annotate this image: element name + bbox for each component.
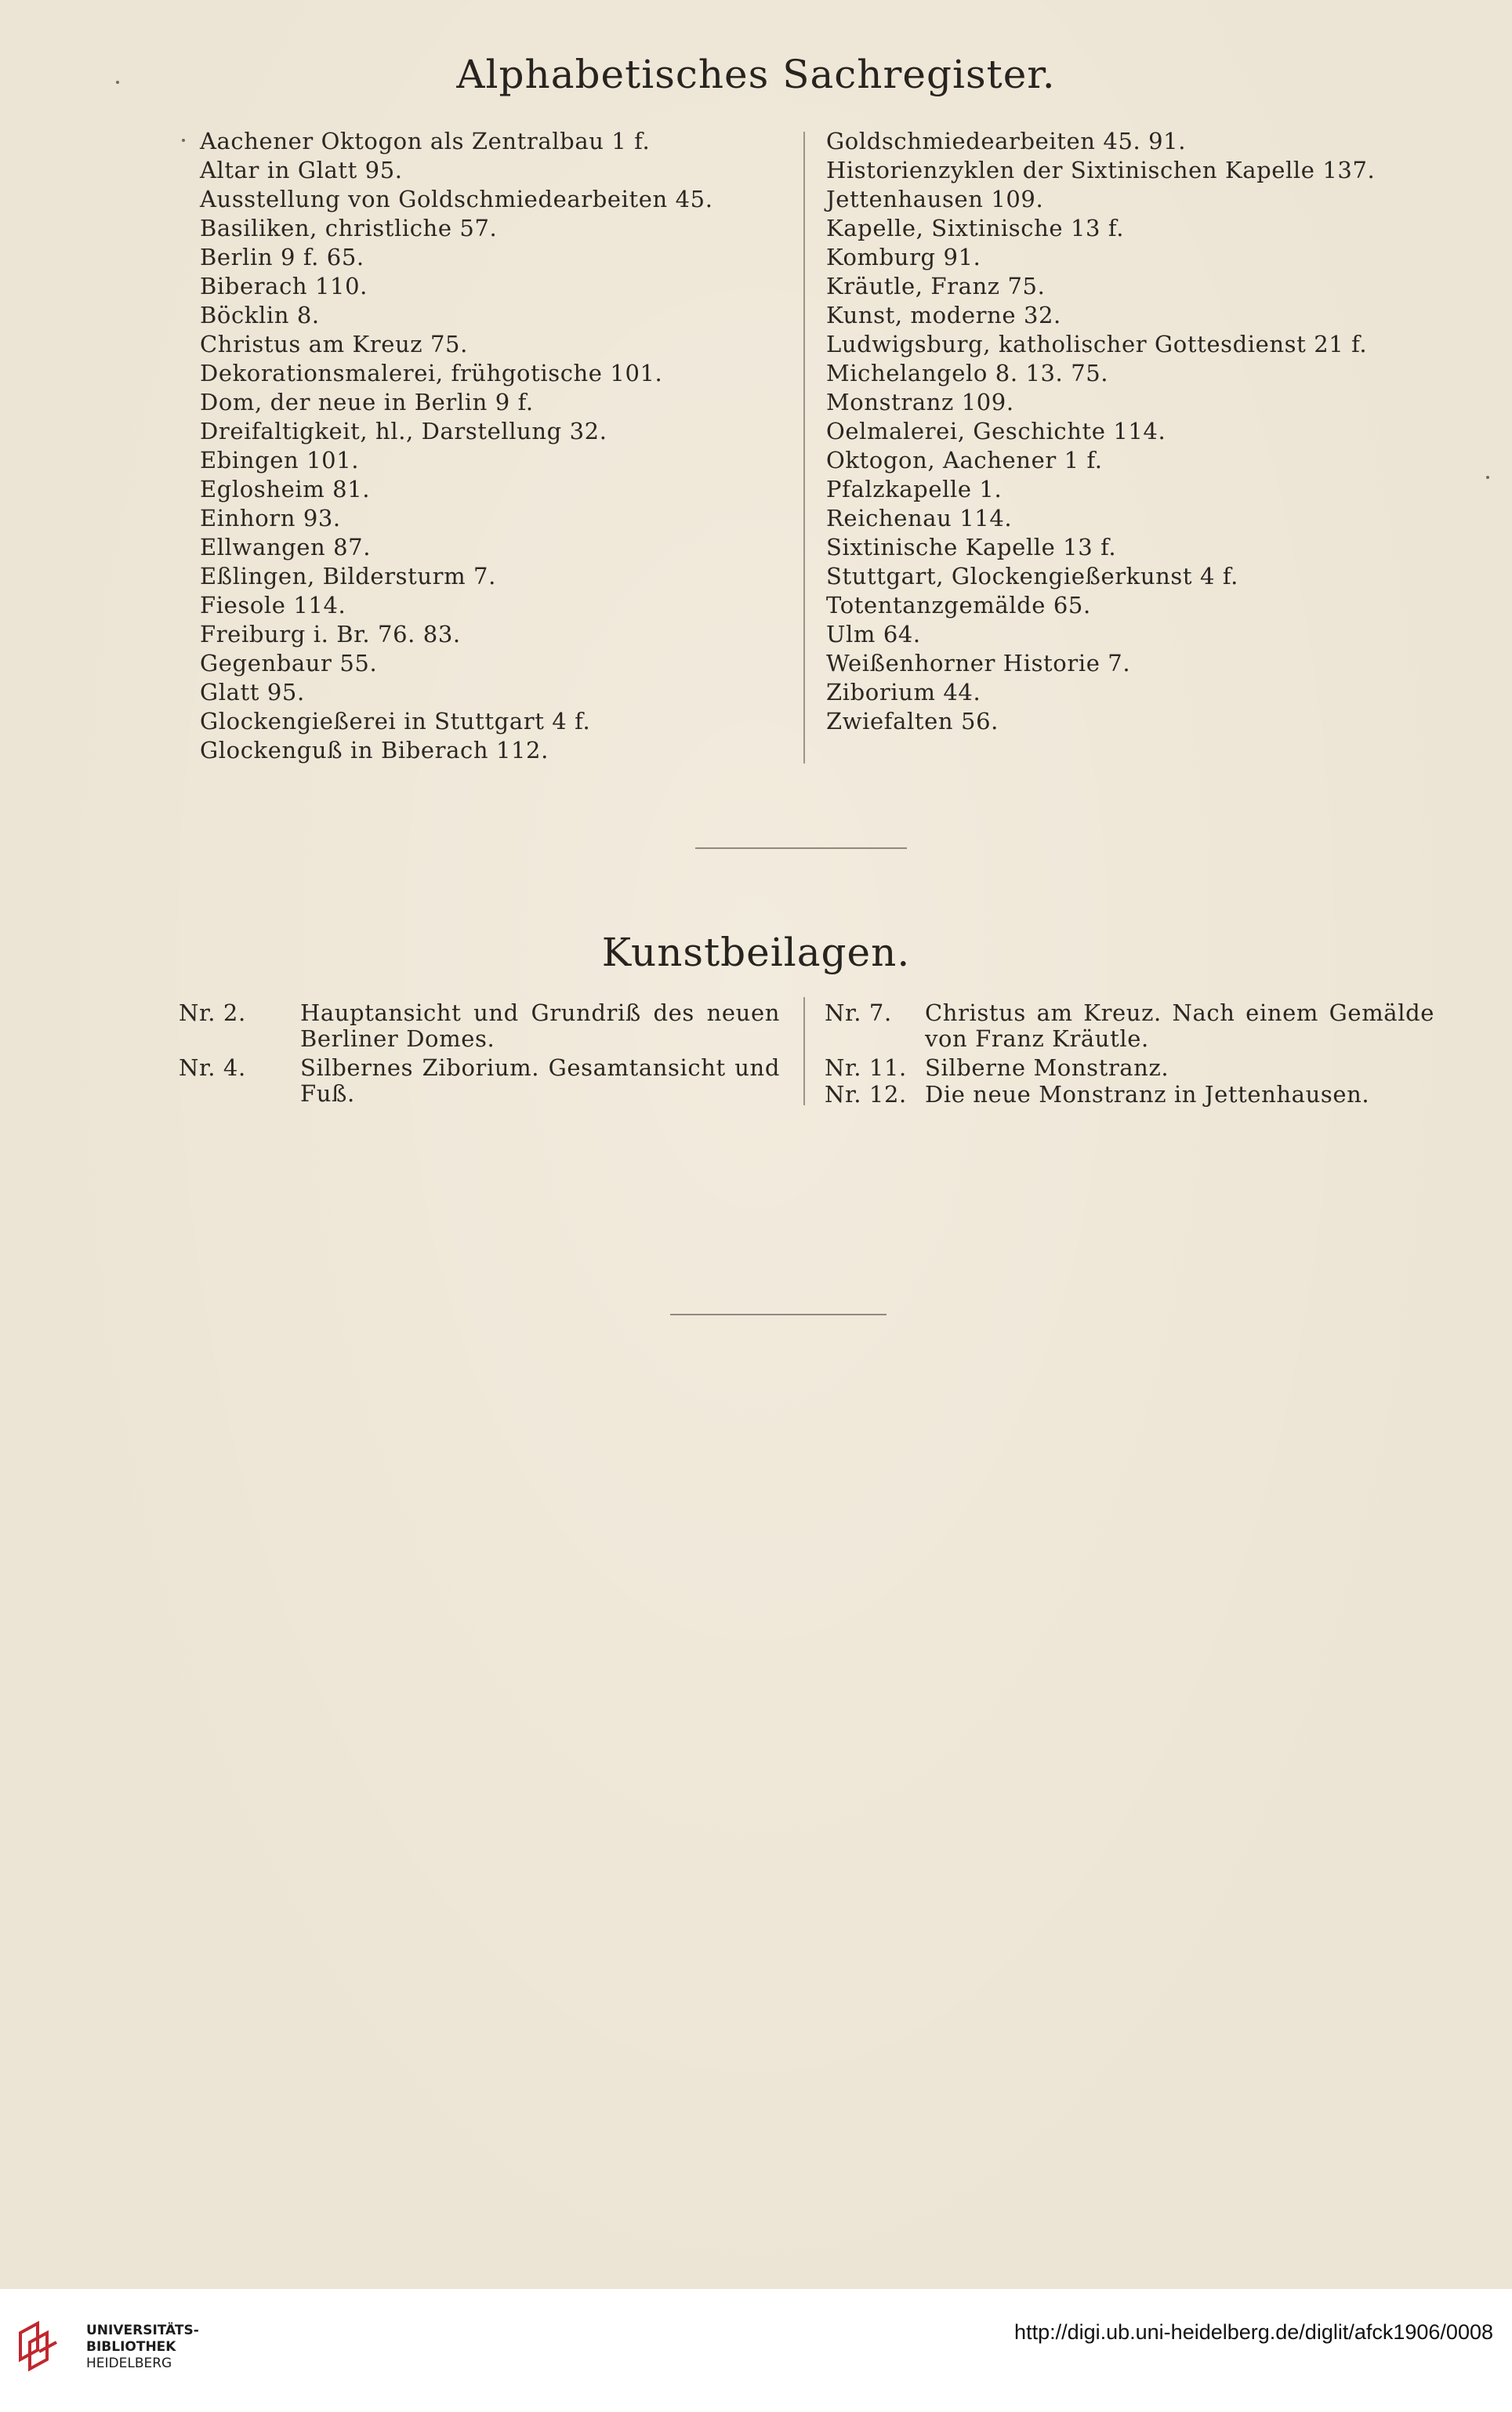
beilage-text: Christus am Kreuz. Nach einem Gemälde von Franz Kräutle. [925,999,1434,1052]
index-entry: Oelmalerei, Geschichte 114. [826,418,1166,444]
index-entry: Oktogon, Aachener 1 f. [826,447,1103,473]
index-entry: Sixtinische Kapelle 13 f. [826,534,1117,560]
beilage-number: Nr. 4. [179,1054,246,1081]
index-entry: Basiliken, christliche 57. [200,215,498,241]
index-entry: Ausstellung von Goldschmiedearbeiten 45. [200,186,713,212]
index-entry: Stuttgart, Glockengießerkunst 4 f. [826,563,1238,589]
index-entry: Jettenhausen 109. [826,186,1044,212]
paper-speck [116,81,119,84]
index-entry: Eßlingen, Bildersturm 7. [200,563,496,589]
index-entry: Ellwangen 87. [200,534,372,560]
index-entry: Komburg 91. [826,244,981,270]
index-entry: Altar in Glatt 95. [200,157,403,183]
beilage-number: Nr. 2. [179,999,246,1026]
index-entry: Historienzyklen der Sixtinischen Kapelle 137. [826,157,1376,183]
section-divider [670,1314,887,1315]
index-entry: Ebingen 101. [200,447,360,473]
index-entry: Kapelle, Sixtinische 13 f. [826,215,1125,241]
page-title: Alphabetisches Sachregister. [456,52,1056,97]
index-entry: Dom, der neue in Berlin 9 f. [200,389,534,415]
column-divider [803,997,805,1105]
index-entry: Christus am Kreuz 75. [200,331,468,357]
index-entry: Freiburg i. Br. 76. 83. [200,621,461,647]
library-name-line: HEIDELBERG [86,2356,172,2371]
index-entry: Glockenguß in Biberach 112. [200,737,549,763]
section-title: Kunstbeilagen. [601,930,911,975]
footer-bar [0,2289,1512,2412]
index-column-left [200,127,796,765]
beilage-text: Hauptansicht und Grundriß des neuen Berliner Domes. [300,999,780,1052]
library-logo-icon [16,2319,67,2375]
paper-speck [182,139,185,142]
beilage-text: Die neue Monstranz in Jettenhausen. [925,1081,1370,1108]
index-entry: Goldschmiedearbeiten 45. 91. [826,128,1187,154]
beilage-entry [179,1055,782,1110]
beilage-entry [825,1000,1436,1055]
beilage-text: Silberne Monstranz. [925,1054,1169,1081]
index-entry: Aachener Oktogon als Zentralbau 1 f. [200,128,651,154]
library-name-line: UNIVERSITÄTS- [86,2323,199,2338]
index-entry: Weißenhorner Historie 7. [826,650,1131,676]
source-url: http://digi.ub.uni-heidelberg.de/diglit/afck1906/0008 [1014,2320,1493,2344]
index-entry: Glockengießerei in Stuttgart 4 f. [200,708,591,734]
index-entry: Dekorationsmalerei, frühgotische 101. [200,360,663,386]
index-entry: Ludwigsburg, katholischer Gottesdienst 21 f. [826,331,1368,357]
index-entry: Berlin 9 f. 65. [200,244,364,270]
index-entry: Totentanzgemälde 65. [826,592,1091,618]
index-entry: Ziborium 44. [826,679,981,705]
beilage-entry [825,1082,1436,1109]
beilage-entry [179,1000,782,1055]
index-column-right [826,127,1422,736]
index-entry: Eglosheim 81. [200,476,371,502]
index-entry: Dreifaltigkeit, hl., Darstellung 32. [200,418,607,444]
index-entry: Monstranz 109. [826,389,1014,415]
index-entry: Ulm 64. [826,621,921,647]
beilage-number: Nr. 11. [825,1054,907,1081]
index-entry: Kunst, moderne 32. [826,302,1061,328]
index-entry: Reichenau 114. [826,505,1013,531]
index-entry: Michelangelo 8. 13. 75. [826,360,1109,386]
index-entry: Pfalzkapelle 1. [826,476,1003,502]
index-entry: Zwiefalten 56. [826,708,999,734]
beilage-text: Silbernes Ziborium. Gesamtansicht und Fuß. [300,1054,780,1107]
library-name-line: BIBLIOTHEK [86,2339,176,2355]
index-entry: Einhorn 93. [200,505,341,531]
column-divider [803,132,805,763]
beilage-number: Nr. 7. [825,999,892,1026]
index-entry: Böcklin 8. [200,302,320,328]
library-name [86,2323,199,2372]
index-entry: Kräutle, Franz 75. [826,273,1046,299]
index-entry: Glatt 95. [200,679,305,705]
section-divider [695,847,907,849]
beilage-entry [825,1055,1436,1083]
index-entry: Biberach 110. [200,273,368,299]
index-entry: Fiesole 114. [200,592,346,618]
index-entry: Gegenbaur 55. [200,650,378,676]
beilage-number: Nr. 12. [825,1081,907,1108]
paper-speck [1486,476,1489,479]
